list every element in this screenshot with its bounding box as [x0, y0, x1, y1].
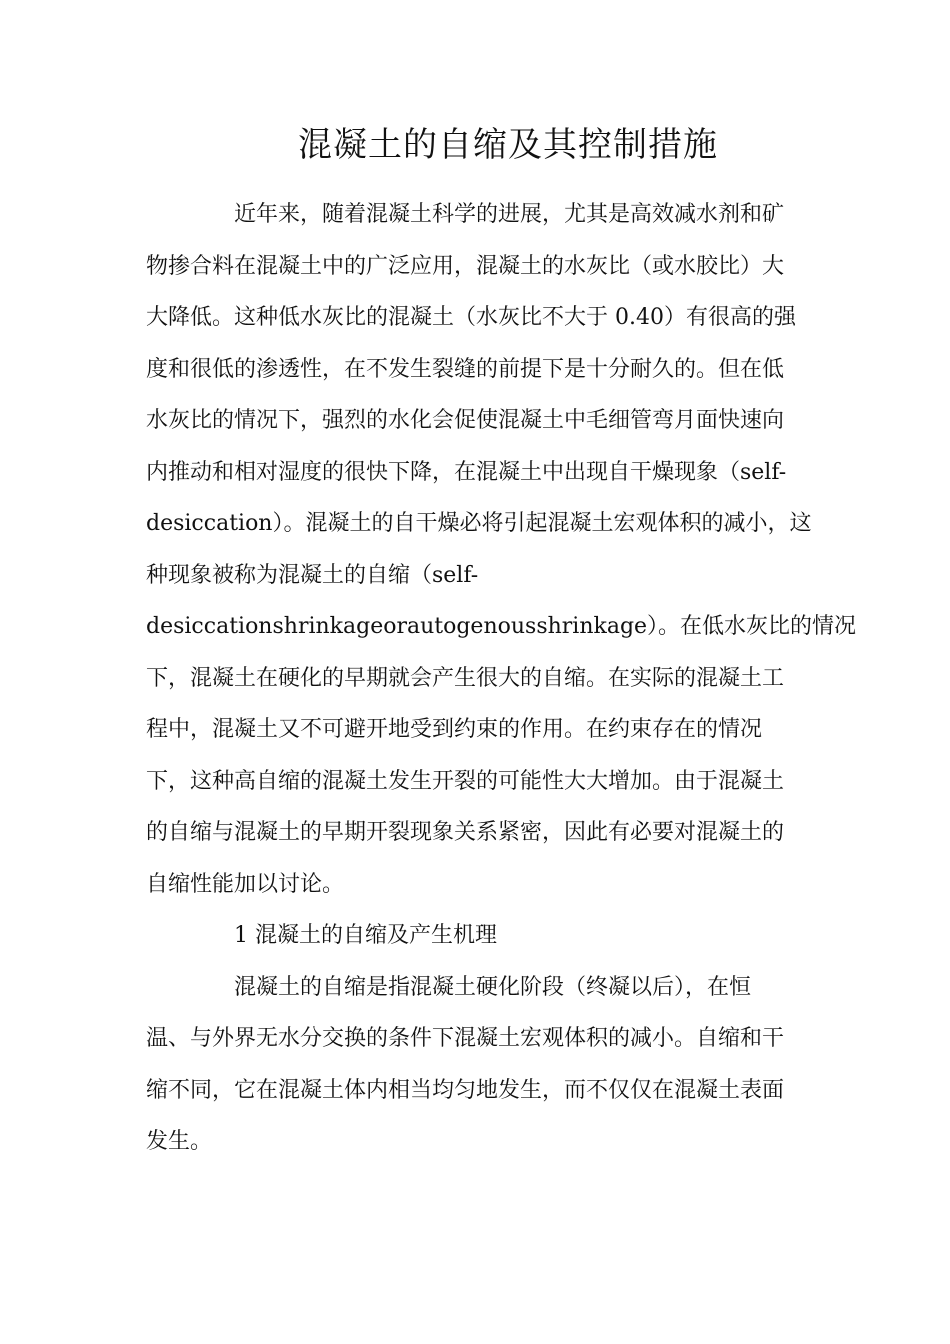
document-body — [146, 189, 857, 1168]
paragraph-1-line: 种现象被称为混凝土的自缩（self- — [146, 562, 479, 588]
paragraph-2-line: 缩不同，它在混凝土体内相当均匀地发生，而不仅仅在混凝土表面 — [146, 1077, 785, 1103]
paragraph-2-line: 温、与外界无水分交换的条件下混凝土宏观体积的减小。自缩和干 — [146, 1026, 785, 1051]
paragraph-1-line: 下，混凝土在硬化的早期就会产生很大的自缩。在实际的混凝土工 — [146, 665, 785, 691]
paragraph-1-line: 下，这种高自缩的混凝土发生开裂的可能性大大增加。由于混凝土 — [146, 768, 785, 794]
paragraph-1-line: 度和很低的渗透性，在不发生裂缝的前提下是十分耐久的。但在低 — [146, 356, 785, 382]
paragraph-1-line: 程中，混凝土又不可避开地受到约束的作用。在约束存在的情况 — [146, 717, 763, 742]
paragraph-1-line: desiccation）。混凝土的自干燥必将引起混凝土宏观体积的减小，这 — [146, 511, 812, 536]
paragraph-2-line: 发生。 — [146, 1129, 213, 1154]
section-heading: 1 混凝土的自缩及产生机理 — [234, 923, 497, 948]
paragraph-2-line: 混凝土的自缩是指混凝土硬化阶段（终凝以后），在恒 — [234, 974, 752, 1000]
paragraph-1-line: 的自缩与混凝土的早期开裂现象关系紧密，因此有必要对混凝土的 — [146, 820, 785, 845]
paragraph-1-line: 内推动和相对湿度的很快下降，在混凝土中出现自干燥现象（self- — [146, 459, 787, 485]
paragraph-1-line: 近年来，随着混凝土科学的进展，尤其是高效减水剂和矿 — [234, 202, 785, 227]
paragraph-1-line: 大降低。这种低水灰比的混凝土（水灰比不大于 0.40）有很高的强 — [146, 305, 796, 330]
paragraph-1-line: desiccationshrinkageorautogenousshrinkage）。在低水灰比的情况 — [146, 614, 857, 639]
paragraph-1-line: 自缩性能加以讨论。 — [146, 871, 345, 897]
paragraph-1-line: 物掺合料在混凝土中的广泛应用，混凝土的水灰比（或水胶比）大 — [146, 253, 785, 279]
document-title: 混凝土的自缩及其控制措施 — [298, 125, 718, 165]
paragraph-1-line: 水灰比的情况下，强烈的水化会促使混凝土中毛细管弯月面快速向 — [146, 408, 785, 433]
